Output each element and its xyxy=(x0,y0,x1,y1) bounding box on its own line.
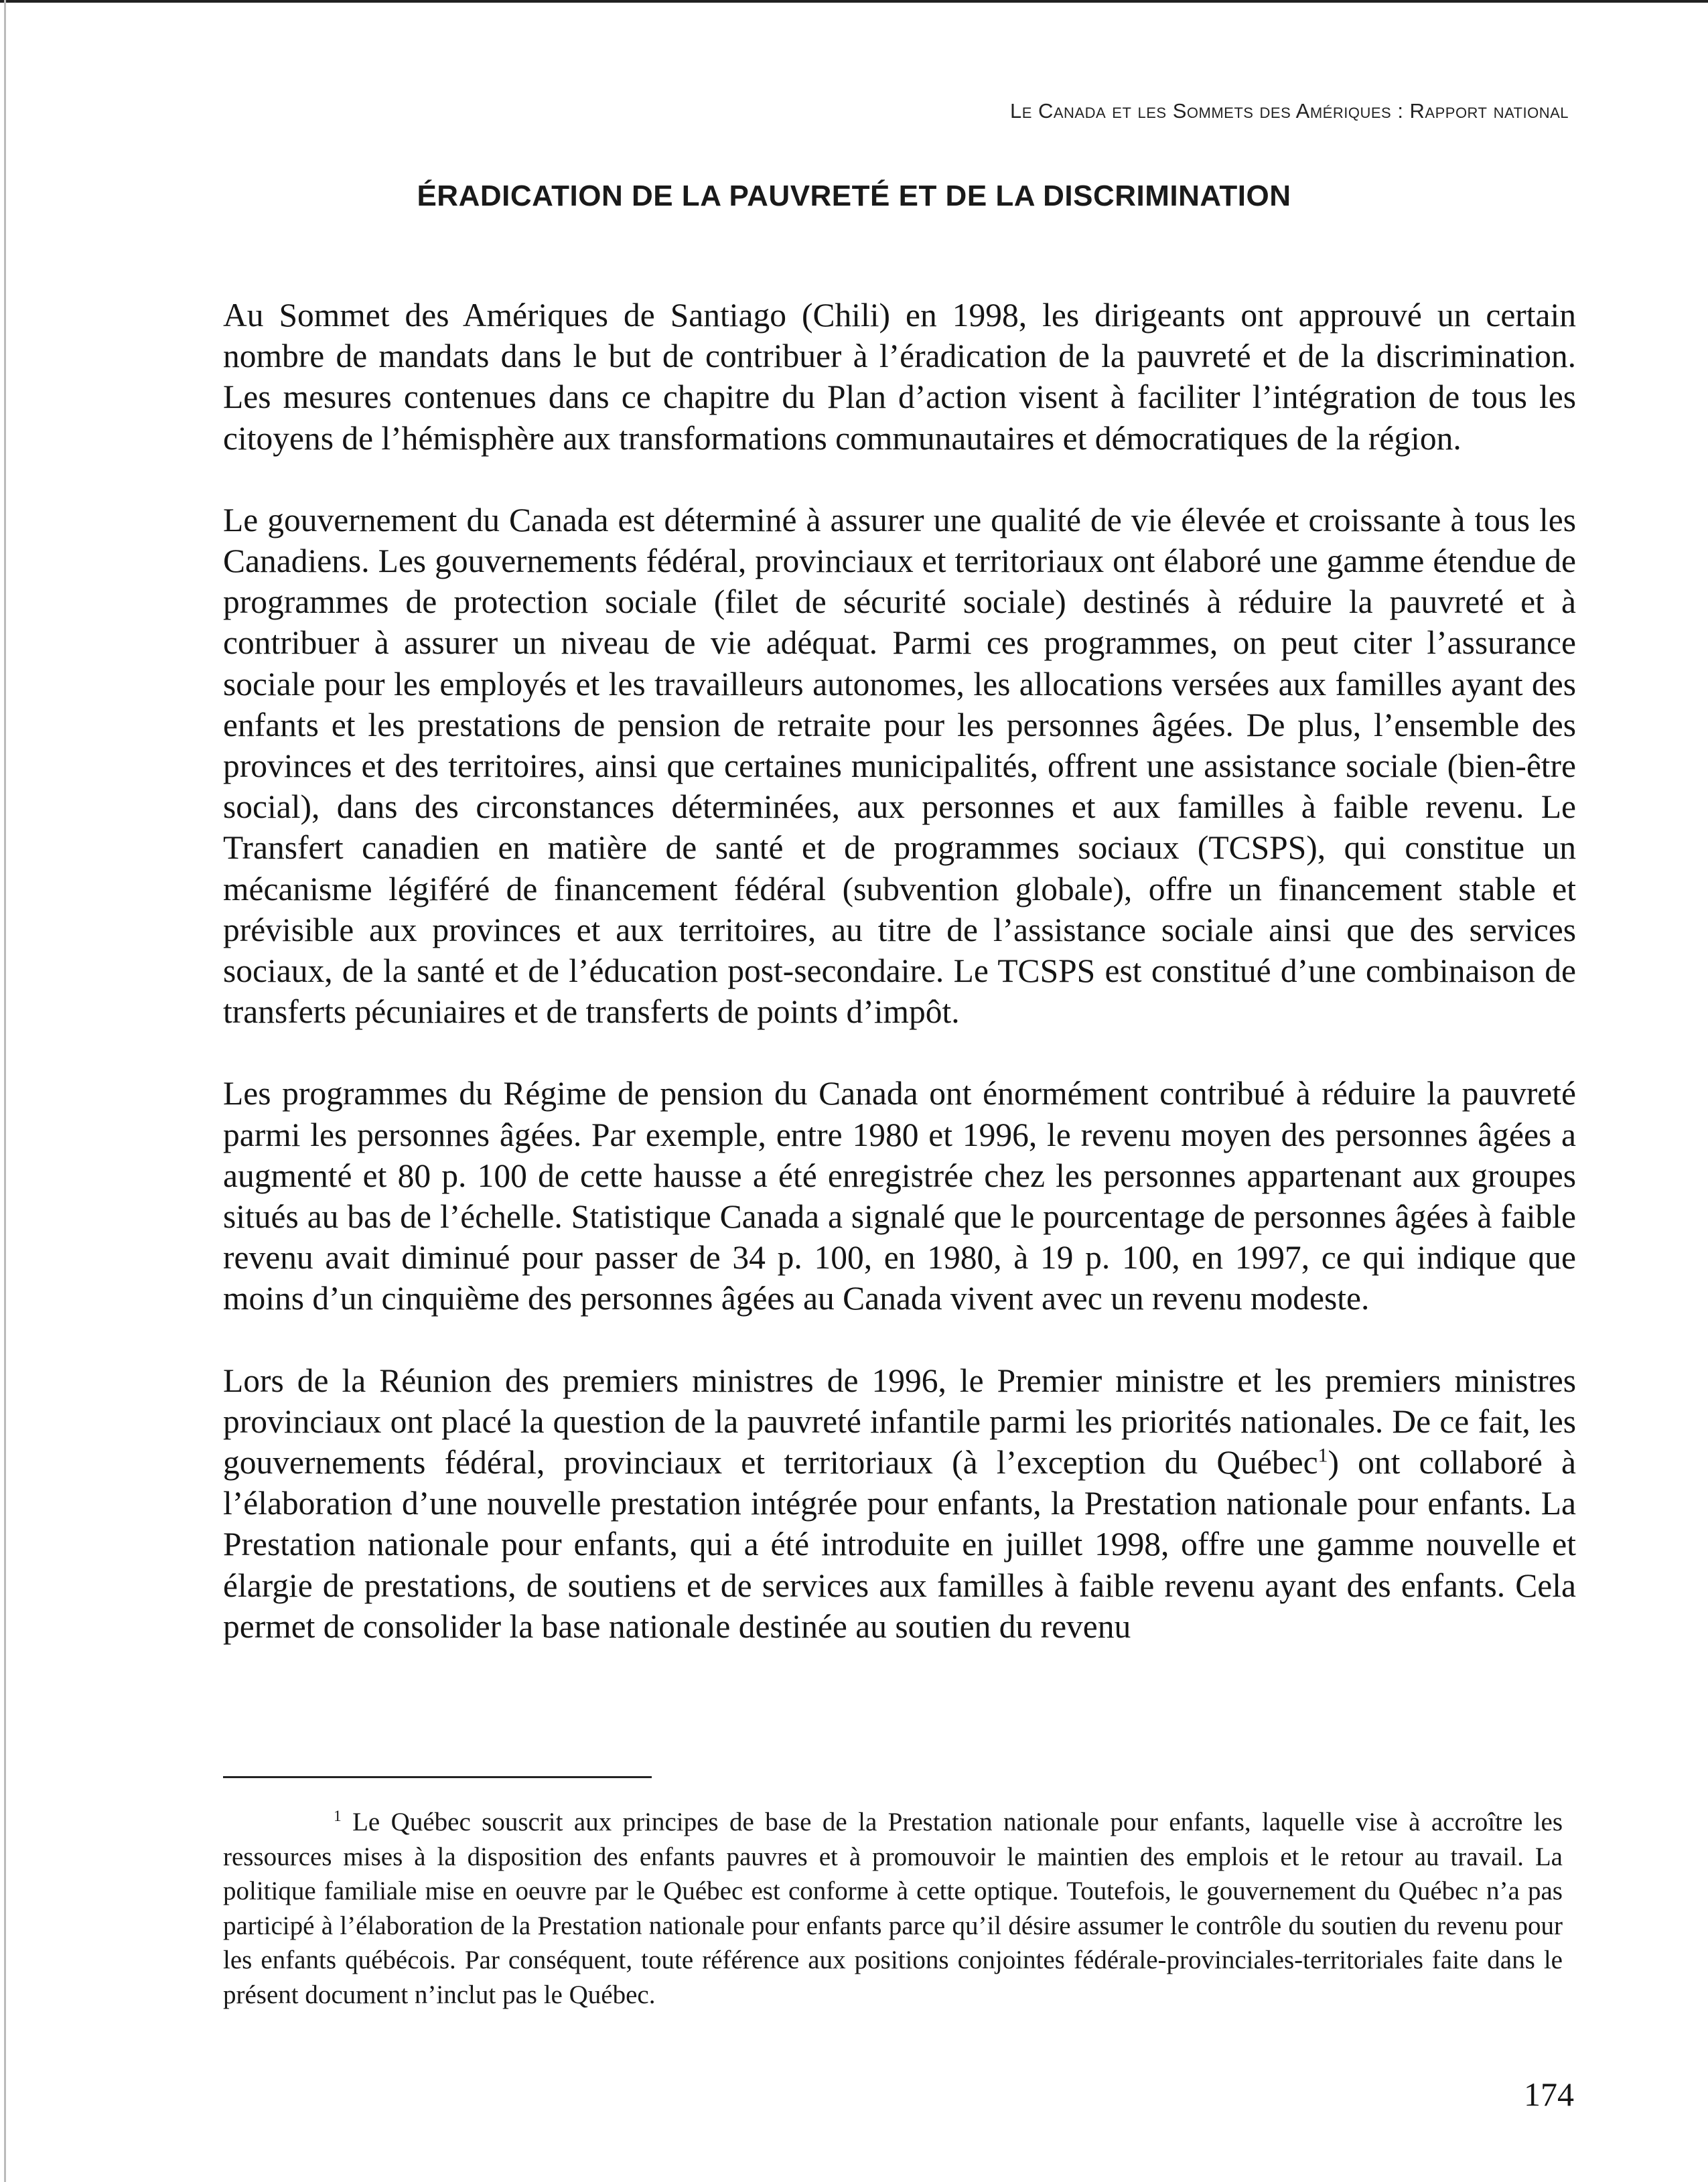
footnote-reference: 1 xyxy=(1318,1445,1328,1467)
chapter-title: ÉRADICATION DE LA PAUVRETÉ ET DE LA DISCRIMINATION xyxy=(417,179,1291,212)
footnote xyxy=(223,1805,1563,2013)
scan-top-border xyxy=(0,0,1708,3)
running-header: Le Canada et les Sommets des Amériques : Rapport national xyxy=(1009,99,1569,123)
footnote-text: Le Québec souscrit aux principes de base de la Prestation nationale pour enfants, laquelle vise à accroître les ressources mises à la disposition des enfants pauvres et à promouvoir le maintien des emplois et le retour au travail. La politique familiale mise en oeuvre par le Québec est conforme à cette optique. Toutefois, le gouvernement du Québec n’a pas participé à l’élaboration de la Prestation nationale pour enfants parce qu’il désire assumer le contrôle du soutien du revenu pour les enfants québécois. Par conséquent, toute référence aux positions conjointes fédérale-provinciales-territoriales faite dans le présent document n’inclut pas le Québec. xyxy=(223,1808,1563,2009)
footnote-separator xyxy=(223,1776,652,1778)
page-number: 174 xyxy=(1524,2076,1574,2113)
footnote-number: 1 xyxy=(334,1808,342,1825)
paragraph-3: Les programmes du Régime de pension du Canada ont énormément contribué à réduire la pauvreté parmi les personnes âgées. Par exemple, entre 1980 et 1996, le revenu moyen des personnes âgées a augmenté et 80 p. 100 de cette hausse a été enregistrée chez les personnes appartenant aux groupes situés au bas de l’échelle. Statistique Canada a signalé que le pourcentage de personnes âgées à faible revenu avait diminué pour passer de 34 p. 100, en 1980, à 19 p. 100, en 1997, ce qui indique que moins d’un cinquième des personnes âgées au Canada vivent avec un revenu modeste. xyxy=(223,1075,1576,1317)
paragraph-4-part-2: ) ont collaboré à l’élaboration d’une nouvelle prestation intégrée pour enfants, la Prestation nationale pour enfants. La Prestation nationale pour enfants, qui a été introduite en juillet 1998, offre une gamme nouvelle et élargie de prestations, de soutiens et de services aux familles à faible revenu ayant des enfants. Cela permet de consolider la base nationale destinée au soutien du revenu xyxy=(223,1444,1577,1645)
paragraph-2: Le gouvernement du Canada est déterminé à assurer une qualité de vie élevée et croissante à tous les Canadiens. Les gouvernements fédéral, provinciaux et territoriaux ont élaboré une gamme étendue de programmes de protection sociale (filet de sécurité sociale) destinés à réduire la pauvreté et à contribuer à assurer un niveau de vie adéquat. Parmi ces programmes, on peut citer l’assurance sociale pour les employés et les travailleurs autonomes, les allocations versées aux familles ayant des enfants et les prestations de pension de retraite pour les personnes âgées. De plus, l’ensemble des provinces et des territoires, ainsi que certaines municipalités, offrent une assistance sociale (bien-être social), dans des circonstances déterminées, aux personnes et aux familles à faible revenu. Le Transfert canadien en matière de santé et de programmes sociaux (TCSPS), qui constitue un mécanisme légiféré de financement fédéral (subvention globale), offre un financement stable et prévisible aux provinces et aux territoires, au titre de l’assistance sociale ainsi que des services sociaux, de la santé et de l’éducation post-secondaire. Le TCSPS est constitué d’une combinaison de transferts pécuniaires et de transferts de points d’impôt. xyxy=(223,501,1576,1031)
paragraph-4 xyxy=(223,1360,1576,1647)
paragraph-4-part-1: Lors de la Réunion des premiers ministres de 1996, le Premier ministre et les premiers ministres provinciaux ont placé la question de la pauvreté infantile parmi les priorités nationales. De ce fait, les gouvernements fédéral, provinciaux et territoriaux (à l’exception du Québec xyxy=(223,1362,1576,1481)
paragraph-1: Au Sommet des Amériques de Santiago (Chili) en 1998, les dirigeants ont approuvé un certain nombre de mandats dans le but de contribuer à l’éradication de la pauvreté et de la discrimination. Les mesures contenues dans ce chapitre du Plan d’action visent à faciliter l’intégration de tous les citoyens de l’hémisphère aux transformations communautaires et démocratiques de la région. xyxy=(223,297,1576,457)
scan-left-edge xyxy=(4,0,6,2182)
body-text xyxy=(223,295,1576,1688)
